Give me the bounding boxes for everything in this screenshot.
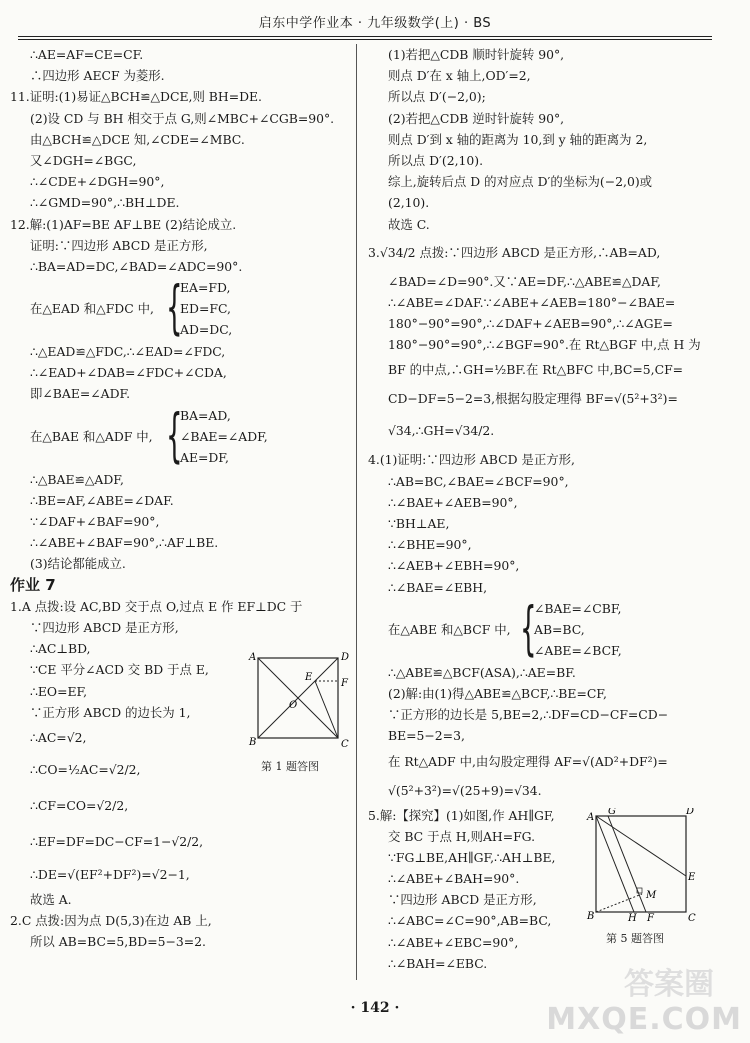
text-line: ∴∠BHE=90°, bbox=[388, 537, 472, 553]
text-line: 12.解:(1)AF=BE AF⊥BE (2)结论成立. bbox=[10, 216, 237, 232]
text-line: ∴∠ABE+∠BAH=90°. bbox=[388, 871, 520, 887]
text-line: ∴∠ABE+∠EBC=90°, bbox=[388, 934, 519, 950]
svg-text:D: D bbox=[686, 808, 695, 817]
text-line: 3.√34/2 点拨:∵四边形 ABCD 是正方形,∴AB=AD, bbox=[368, 244, 661, 260]
text-line: √34,∴GH=√34/2. bbox=[388, 423, 495, 439]
page-number: · 142 · bbox=[350, 1000, 400, 1016]
text-line: ∴∠CDE+∠DGH=90°, bbox=[30, 174, 165, 190]
text-line: ∵BH⊥AE, bbox=[388, 516, 450, 531]
column-divider bbox=[356, 44, 357, 980]
text-line: 则点 D′到 x 轴的距离为 10,到 y 轴的距离为 2, bbox=[388, 131, 648, 147]
text-line: ∵四边形 ABCD 是正方形, bbox=[388, 892, 537, 908]
figure-5-diagram bbox=[584, 808, 696, 922]
text-line: (3)结论都能成立. bbox=[30, 556, 126, 572]
brace-items bbox=[180, 405, 268, 469]
text-line: 又∠DGH=∠BGC, bbox=[30, 152, 137, 168]
text-line: 11.证明:(1)易证△BCH≌△DCE,则 BH=DE. bbox=[10, 89, 262, 105]
text-line: ∵∠DAF+∠BAF=90°, bbox=[30, 514, 160, 529]
text-line: ∴BE=AF,∠ABE=∠DAF. bbox=[30, 492, 174, 508]
text-line: ∴∠ABC=∠C=90°,AB=BC, bbox=[388, 913, 552, 929]
brace-item: ∠BAE=∠CBF, bbox=[534, 600, 622, 616]
brace-item: ∠ABE=∠BCF, bbox=[534, 643, 622, 659]
text-line: (2)若把△CDB 逆时针旋转 90°, bbox=[388, 110, 565, 126]
left-column bbox=[10, 44, 350, 952]
text-line: 则点 D′在 x 轴上,OD′=2, bbox=[388, 68, 531, 84]
svg-text:C: C bbox=[341, 739, 349, 750]
text-line: ∴∠BAE=∠EBH, bbox=[388, 579, 488, 595]
text-line: ∴∠ABE=∠DAF.∵∠ABE+∠AEB=180°−∠BAE= bbox=[388, 294, 676, 310]
text-line: 所以 AB=BC=5,BD=5−3=2. bbox=[30, 934, 206, 950]
text-line: (2,10). bbox=[388, 195, 430, 211]
svg-text:G: G bbox=[608, 808, 616, 817]
figure-5-caption: 第 5 题答图 bbox=[606, 932, 664, 945]
text-line: 证明:∵四边形 ABCD 是正方形, bbox=[30, 237, 208, 253]
svg-text:B: B bbox=[249, 737, 257, 748]
text-line: ∴四边形 AECF 为菱形. bbox=[30, 68, 165, 84]
text-line: 在 Rt△ADF 中,由勾股定理得 AF=√(AD²+DF²)= bbox=[388, 753, 668, 769]
text-line: 由△BCH≌△DCE 知,∠CDE=∠MBC. bbox=[30, 131, 245, 147]
text-line: (2)设 CD 与 BH 相交于点 G,则∠MBC+∠CGB=90°. bbox=[30, 110, 335, 126]
text-line: ∵正方形 ABCD 的边长为 1, bbox=[30, 704, 191, 720]
text-line: 即∠BAE=∠ADF. bbox=[30, 386, 131, 402]
brace-items bbox=[180, 277, 232, 341]
brace-item: AD=DC, bbox=[180, 322, 233, 338]
text-line: 故选 A. bbox=[30, 891, 72, 907]
text-line: BE=5−2=3, bbox=[388, 728, 465, 744]
text-line: ∴BA=AD=DC,∠BAD=∠ADC=90°. bbox=[30, 258, 243, 274]
brace-item: BA=AD, bbox=[180, 407, 231, 423]
text-line: ∠BAD=∠D=90°.又∵AE=DF,∴△ABE≌△DAF, bbox=[388, 273, 661, 289]
header-rule-thin bbox=[18, 39, 712, 40]
text-line: 1.A 点拨:设 AC,BD 交于点 O,过点 E 作 EF⊥DC 于 bbox=[10, 598, 303, 614]
brace-item: ED=FC, bbox=[180, 301, 231, 317]
text-line: ∴AE=AF=CE=CF. bbox=[30, 47, 144, 62]
text-line: ∴∠EAD+∠DAB=∠FDC+∠CDA, bbox=[30, 365, 227, 381]
brace-glyph: { bbox=[520, 593, 537, 662]
text-line: 交 BC 于点 H,则AH=FG. bbox=[388, 828, 536, 844]
text-line: CD−DF=5−2=3,根据勾股定理得 BF=√(5²+3²)= bbox=[388, 391, 678, 407]
svg-text:C: C bbox=[688, 913, 696, 922]
brace-item: EA=FD, bbox=[180, 280, 231, 296]
text-line: ∴∠GMD=90°,∴BH⊥DE. bbox=[30, 195, 180, 211]
brace-glyph: { bbox=[166, 400, 183, 469]
brace-glyph: { bbox=[166, 273, 183, 342]
brace-item: AB=BC, bbox=[534, 621, 585, 637]
text-line: ∴EO=EF, bbox=[30, 683, 88, 699]
text-line: 4.(1)证明:∵四边形 ABCD 是正方形, bbox=[368, 452, 575, 468]
svg-text:O: O bbox=[289, 700, 298, 711]
watermark-text: MXQE.COM bbox=[546, 1002, 742, 1037]
brace-item: ∠BAE=∠ADF, bbox=[180, 428, 268, 444]
text-line: ∵CE 平分∠ACD 交 BD 于点 E, bbox=[30, 662, 209, 678]
svg-text:B: B bbox=[587, 911, 595, 922]
svg-text:A: A bbox=[249, 652, 257, 663]
text-line: ∴∠ABE+∠BAF=90°,∴AF⊥BE. bbox=[30, 535, 219, 551]
text-line: 所以点 D′(2,10). bbox=[388, 152, 484, 168]
text-line: ∴AB=BC,∠BAE=∠BCF=90°, bbox=[388, 473, 569, 489]
brace-system bbox=[368, 593, 708, 662]
header-rule bbox=[18, 36, 712, 37]
text-line: ∴CO=½AC=√2/2, bbox=[30, 761, 141, 777]
text-line: BF 的中点,∴GH=½BF.在 Rt△BFC 中,BC=5,CF= bbox=[388, 362, 684, 378]
brace-lead: 在△BAE 和△ADF 中, bbox=[30, 428, 153, 444]
text-line: (1)若把△CDB 顺时针旋转 90°, bbox=[388, 47, 565, 62]
text-line: ∴△BAE≌△ADF, bbox=[30, 471, 124, 487]
text-line: 180°−90°=90°,∴∠DAF+∠AEB=90°,∴∠AGE= bbox=[388, 316, 673, 332]
text-line: ∴AC⊥BD, bbox=[30, 641, 91, 657]
text-line: (2)解:由(1)得△ABE≌△BCF,∴BE=CF, bbox=[388, 685, 607, 701]
svg-text:H: H bbox=[628, 913, 637, 922]
svg-text:E: E bbox=[305, 672, 313, 683]
text-line: ∴∠BAH=∠EBC. bbox=[388, 955, 488, 971]
svg-text:A: A bbox=[587, 812, 595, 823]
text-line: ∴△ABE≌△BCF(ASA),∴AE=BF. bbox=[388, 664, 576, 680]
text-line: ∴AC=√2, bbox=[30, 729, 87, 745]
section-heading: 作业 7 bbox=[10, 575, 56, 594]
text-line: 5.解:【探究】(1)如图,作 AH∥GF, bbox=[368, 807, 555, 823]
svg-text:M: M bbox=[646, 890, 657, 901]
svg-text:F: F bbox=[341, 678, 348, 689]
text-line: 综上,旋转后点 D 的对应点 D′的坐标为(−2,0)或 bbox=[388, 174, 653, 190]
text-line: ∵FG⊥BE,AH∥GF,∴AH⊥BE, bbox=[388, 849, 556, 865]
svg-text:D: D bbox=[341, 652, 350, 663]
text-line: ∴∠AEB+∠EBH=90°, bbox=[388, 558, 520, 574]
watermark-logo: 答案圈 bbox=[624, 967, 714, 1002]
brace-system bbox=[10, 400, 350, 469]
text-line: ∴EF=DF=DC−CF=1−√2/2, bbox=[30, 833, 204, 849]
brace-item: AE=DF, bbox=[180, 450, 229, 465]
page-header: 启东中学作业本 · 九年级数学(上) · BS bbox=[258, 16, 492, 31]
text-line: 所以点 D′(−2,0); bbox=[388, 89, 486, 105]
brace-lead: 在△ABE 和△BCF 中, bbox=[388, 621, 511, 637]
figure-1-caption: 第 1 题答图 bbox=[261, 760, 319, 773]
figure-1-diagram bbox=[244, 650, 352, 752]
text-line: 180°−90°=90°,∴∠BGF=90°.在 Rt△BGF 中,点 H 为 bbox=[388, 337, 701, 353]
text-line: ∵正方形的边长是 5,BE=2,∴DF=CD−CF=CD− bbox=[388, 707, 669, 723]
text-line: 故选 C. bbox=[388, 216, 430, 232]
text-line: √(5²+3²)=√(25+9)=√34. bbox=[388, 782, 542, 798]
text-line: ∵四边形 ABCD 是正方形, bbox=[30, 619, 179, 635]
text-line: ∴CF=CO=√2/2, bbox=[30, 797, 129, 813]
svg-text:F: F bbox=[647, 913, 654, 922]
text-line: ∴∠BAE+∠AEB=90°, bbox=[388, 494, 518, 510]
brace-lead: 在△EAD 和△FDC 中, bbox=[30, 301, 154, 317]
brace-system bbox=[10, 273, 350, 342]
text-line: 2.C 点拨:因为点 D(5,3)在边 AB 上, bbox=[10, 913, 212, 929]
brace-items bbox=[534, 598, 622, 662]
text-line: ∴△EAD≌△FDC,∴∠EAD=∠FDC, bbox=[30, 344, 226, 360]
text-line: ∴DE=√(EF²+DF²)=√2−1, bbox=[30, 866, 190, 882]
svg-text:E: E bbox=[688, 872, 696, 883]
